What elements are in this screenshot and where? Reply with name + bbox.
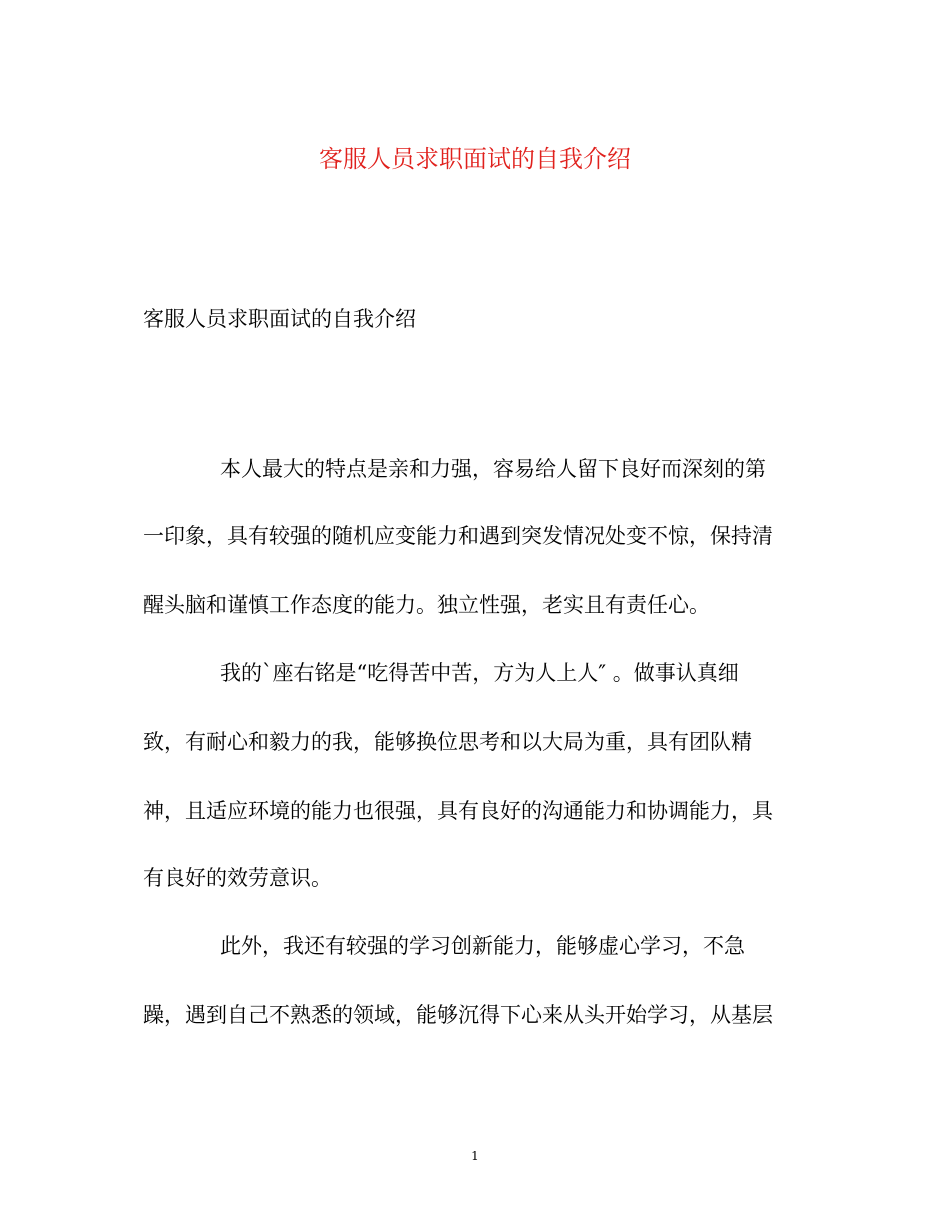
paragraph-1-line-1: 本人最大的特点是亲和力强，容易给人留下良好而深刻的第 [220, 457, 766, 481]
document-subtitle: 客服人员求职面试的自我介绍 [143, 307, 416, 331]
document-title: 客服人员求职面试的自我介绍 [319, 145, 631, 173]
paragraph-2-line-1: 我的`座右铭是“吃得苦中苦，方为人上人″ 。做事认真细 [220, 661, 739, 685]
paragraph-2-line-2: 致，有耐心和毅力的我，能够换位思考和以大局为重，具有团队精 [143, 730, 752, 754]
paragraph-1-line-2: 一印象，具有较强的随机应变能力和遇到突发情况处变不惊，保持清 [143, 524, 773, 548]
paragraph-1-line-3: 醒头脑和谨慎工作态度的能力。独立性强，老实且有责任心。 [143, 593, 710, 617]
paragraph-3-line-2: 躁，遇到自己不熟悉的领域，能够沉得下心来从头开始学习，从基层 [143, 1003, 773, 1027]
paragraph-3-line-1: 此外，我还有较强的学习创新能力，能够虚心学习，不急 [220, 934, 745, 958]
paragraph-2-line-4: 有良好的效劳意识。 [143, 866, 332, 890]
page-number: 1 [471, 1149, 479, 1163]
paragraph-2-line-3: 神，且适应环境的能力也很强，具有良好的沟通能力和协调能力，具 [143, 799, 773, 823]
